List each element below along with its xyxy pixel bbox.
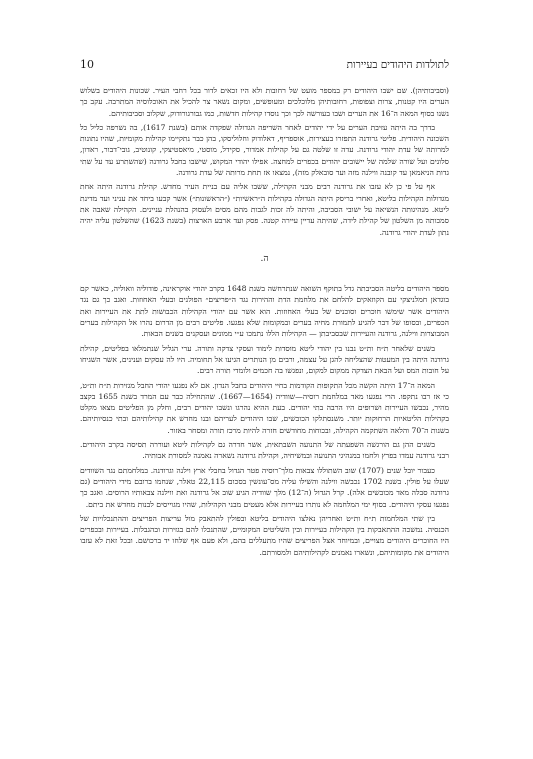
body-text [80, 85, 449, 558]
paragraph: (וסביבותיהן). שם ישבו היהודים רק במספר מועט של רחובות ולא היו זכאים לדור בכל רחבי העיר. שכונות היהודים בשלוש הערים היו קטנות, צרות וצפופות, רחובותיהן מלוכלכים ומעופשים, ומקום נשאר צר להכיל את האוכלוסיה המתרבה. עקב כך נשנו בסוף המאה ה־16 את הערים ושבו בעורשה לכך וכך נוסדו קהילות חדשות, כמו גבורגורודוק, שקלוב וסביבותיהם. [80, 86, 449, 118]
paragraph: אף על פי כן לא עזבו את גרודנה רבים מבני הקהילה, ששבו אליה עם בניית העיר מחדש. קהילת גרודנה היתה אחת מגדולות הקהילות בליטא, ואחרי בריסק היתה הגדולה בקהילות ה״ראשיות״ (״הראשונות״) אשר קבעו ביחד את עניני ועד מדינת ליטא. מנהיגותה הנשיאה על ישובי הסביבה, והיתה לה זכות לגבות מהם מסים ולעסוק בהנהלת עניינים. הקהילה שאבה את סמכותה מן השלטון של קהילת לידה, שהיתה עדיין עיירה קטנה. פסק ועד ארבע הארצות (בשנת 1623) שהשלטון עליה יהיה נתון לעדת יהודי גרודנה. [80, 182, 449, 237]
paragraph: כעבור יובל שנים (1707) שוב השתוללו צבאות מלך־רוסיה פטר הגדול בחבלי ארץ וילנה וגרודנה. במלחמתם נגד השוודים שעלו על פולין. בשנת 1702 נכבשה ווילנה והשילו עליה מס־עונשין בסכום 22,115 טאלר, שנחמו ברובם מידי היהודים (גם גרודנה סבלה מאד מכובשים אלה). קרל הגדול (ה־12) מלך שוודיה הגיע שוב אל גרודנה ואת ווילנה צבאותיו הרוסים. ואגב כך נפגעו עסקי היהודים. בסוף ימי המלחמה לא נותרו בעיירות אלא מעטים מבני הקהילות, שהיו מגוייסים לבנות מחדש את ביתם. [80, 465, 450, 509]
paragraph: בשנים ההן גם הורגשה השפעתה של התנועה השבתאית, אשר חדרה גם לקהילות ליטא ועוררה תסיסה בקרב היהודים. רבני גרודנה עמדו בפרץ ולחמו במנהיגי התנועה ובמשיחיה, וקהילת גרודנה נשארה נאמנה למסורת אבותיה. [80, 440, 449, 461]
page-header [80, 58, 449, 71]
paragraph: בדרך בה היתה עזיבת הערים על ידי יהודים לאחר השריפה הגדולה שפקדה אותם (בשנת 1617), בה נשרפה כליל כל השכונה היהודית. פליטי גרודנה התפזרו בעצירות, אוספריף, דאלודוק וחלוליסקו, בהן כבר נתקיימו קהילות מקומיות, שהיו נתונות למרותה של עדת יהודי גרודנה. עדה זו שלטה גם על קהילות אמדור, סקידל, מוסטי, מיאסטיצקי, קונוטיב, גובי־דבור, ראדון, סלונים ועל שורה שלמה של יישובים יהודים בכפרים למחצה. אפילו יהודי המקוש, שישבו בחבל גרודנה (שהשתרע עד על שתי גדות הניאמאן עד קובנה ווילנה מזה ועד סובאלק מזה), נמצאו אז תחת מרותה של עדת גרודנה. [80, 122, 449, 178]
paragraph: בשנים שלאחר ת״ח ות״ט נבנו בין יהודי ליטא מוסדות לימוד ועסקי צדקה ותורה. ערי הגליל שנתמלאו בפליטים, קהילת גרודנה היתה בין המעטות שהצליחה להגן על עצמה, ורבים מן הנותרים הגיעו אל תחומיה. היו לה עסקים וענינים, אשר השגיחו על חובות המס ועל הבאת הצדקה ממקום למקום, ונפגשו בה חכמים ולומדי תורה רבים. [80, 343, 449, 376]
paragraph: מספר היהודים בליטה הסביבתה גדל בתוקף השואה שנתרחשה בשנת 1648 בקרב יהודי אוקראינה, פודוליה וואוליה, כאשר קם בוגדאן חמלניצקי עם הקוזאקים להלחם את מלחמת הדת וההירות נגד ה״פריצים״ הפולנים ובעלי האחוזות. ואגב כך גם נגד היהודים אשר שימשו חוכרים וסוכנים של בעלי האחוזות. הוא אשר עם יהודי הקהילות הכבושות לתת את העיירות ואת הכפרים, ובסופו של דבר להגיע לתמורת מחיה בערים ובמקומות שלא נפגעו. פליטים רבים מן הדרום נהרו אל הקהילות בערים המבוצרות ווילנה, גרודנה והעיירות שבסביבתן — הקהילות הללו נתמכו ע״י ממונים ועסקנים בשנים הבאות. [80, 284, 449, 339]
section-heading: ה. [260, 253, 269, 264]
paragraph: בין שתי המלחמות ת״ח ות״ט ואחריהן נאלצו היהודים בליטא ובפולין להתאבק מול עריצות הפריצים וההתנכלויות של הכנסיה. נמשכה ההתאבקות בין הקהילות בעיירות ובין השליטים המקומיים, שהתנכלו להם בגזירות ובהגבלות. בעיירות ובכפרים היו החוכרים היהודים מצויים, ובמיוחד אצל הפריצים שהיו מתעללים בהם, ולא פעם אף שלחו יד ברכושם. ובכל זאת לא עזבו היהודים את מקומותיהם, ונשארו נאמנים לקהילותיהם ולמסורתם. [80, 513, 450, 557]
paragraph: המאה ה־17 היתה הקשה מכל התקופות הקודמות בחיי היהודים בחבל הנדון. אם לא נפגעו יהודי החבל מגזירות ת״ח ות״ט, כי אז רבו נתקפו. הרי נפגעו מאד במלחמת רוסיה—שוודיה (1654—1667). שהתחילה כבר עם המרד בשנת 1655 בקצב מהיר, נכבשו העיירות ושרופים היו הרבה בתי יהודים. בעת ההיא נהרגו ונשבו יהודים רבים, וחלק מן הפליטים מצאו מקלט בקהילות הליטאיות הרחוקות יותר. משנסתלקו הכובשים, שבו היהודים לעריהם ובנו מחדש את קהילותיהם ובתי כנסיותיהם. בשנות ה־70 והלאה השתקמה הקהילה, ובכוחות מחודשים חזרה להיות מרכז תורה ומסחר באזור. [80, 380, 449, 435]
running-head: לתולדות היהודים בעיירות [346, 59, 449, 71]
page-number: 10 [80, 58, 94, 71]
